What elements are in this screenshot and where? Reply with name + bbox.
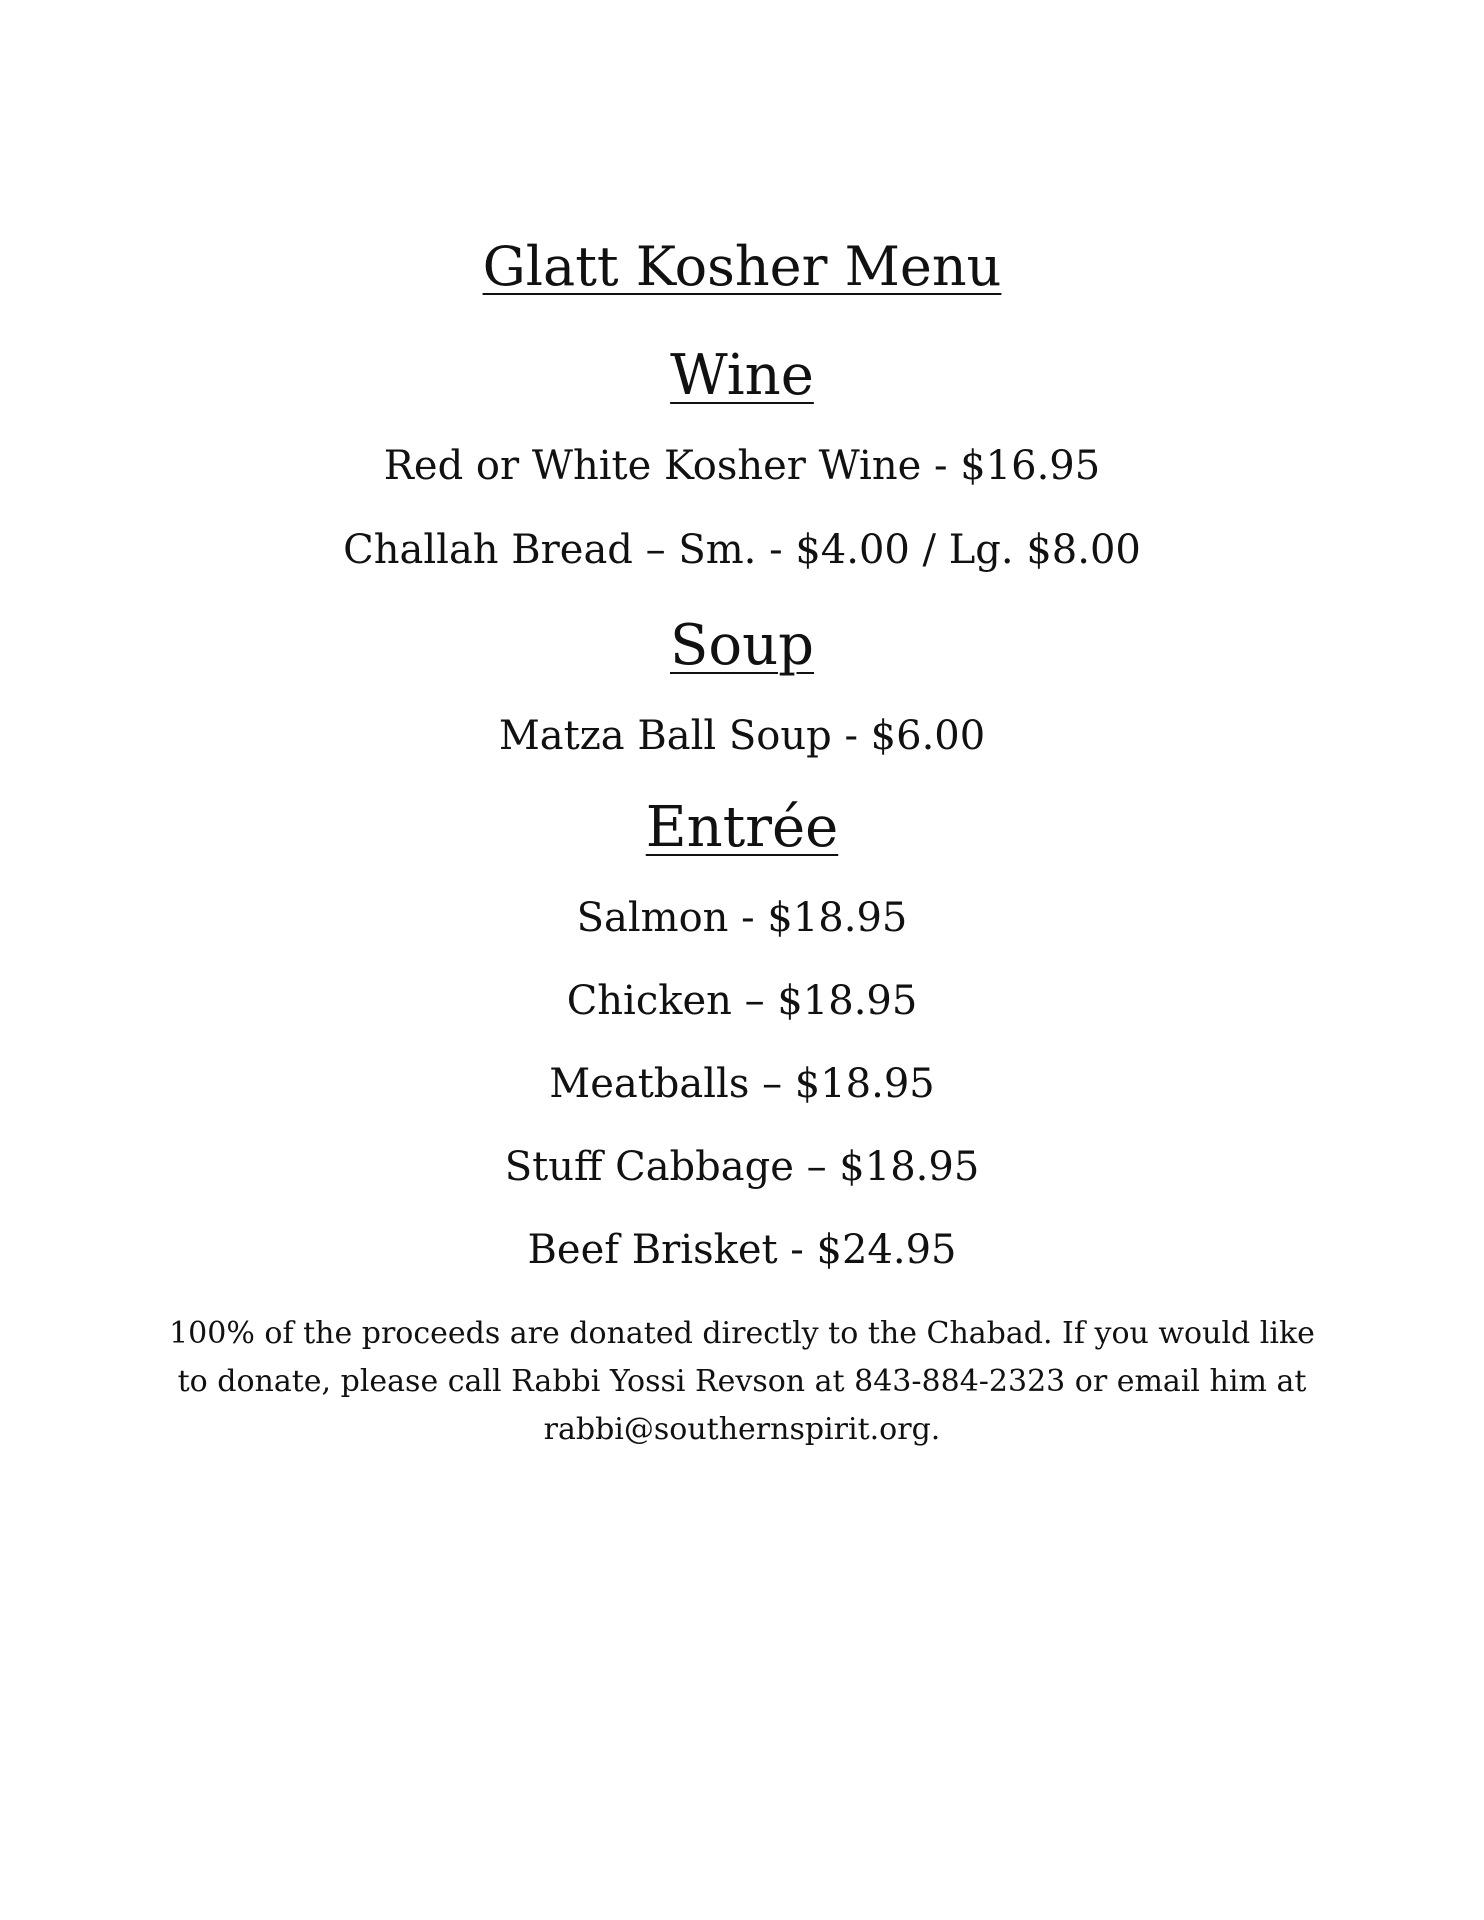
donation-note-line-3: rabbi@southernspirit.org. bbox=[543, 1412, 941, 1447]
donation-note-line-1: 100% of the proceeds are donated directly to the Chabad. If you would like bbox=[169, 1316, 1315, 1351]
menu-item-chicken: Chicken – $18.95 bbox=[566, 978, 918, 1024]
section-heading-entree bbox=[0, 795, 1484, 860]
menu-title-text: Glatt Kosher Menu bbox=[482, 235, 1002, 298]
menu-item-challah-bread: Challah Bread – Sm. - $4.00 / Lg. $8.00 bbox=[343, 527, 1141, 573]
section-heading-wine bbox=[0, 343, 1484, 408]
menu-item-meatballs: Meatballs – $18.95 bbox=[549, 1061, 935, 1107]
menu-item-matza-ball-soup: Matza Ball Soup - $6.00 bbox=[498, 713, 986, 759]
menu-item-salmon: Salmon - $18.95 bbox=[576, 895, 908, 941]
menu-item-beef-brisket: Beef Brisket - $24.95 bbox=[527, 1227, 957, 1273]
soup-heading-text: Soup bbox=[670, 613, 814, 678]
section-heading-soup bbox=[0, 613, 1484, 678]
donation-note-line-2: to donate, please call Rabbi Yossi Revson at 843-884-2323 or email him at bbox=[177, 1364, 1307, 1399]
menu-title bbox=[0, 235, 1484, 298]
entree-heading-text: Entrée bbox=[645, 795, 839, 860]
donation-note bbox=[150, 1310, 1334, 1454]
wine-heading-text: Wine bbox=[670, 343, 814, 408]
menu-item-kosher-wine: Red or White Kosher Wine - $16.95 bbox=[383, 443, 1101, 489]
menu-item-stuff-cabbage: Stuff Cabbage – $18.95 bbox=[504, 1144, 980, 1190]
